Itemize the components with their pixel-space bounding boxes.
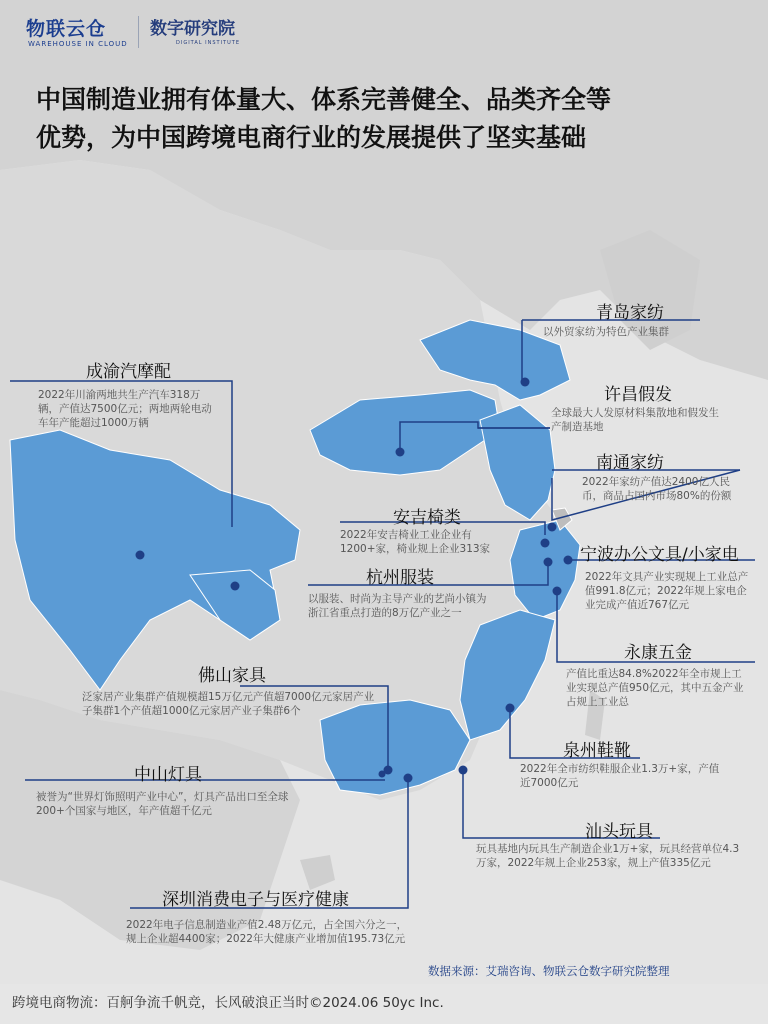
marker-qingdao (521, 378, 530, 387)
marker-anji (541, 539, 550, 548)
marker-chengdu (136, 551, 145, 560)
hub-anji-desc: 2022年安吉椅业工业企业有1200+家，椅业规上企业313家 (340, 529, 491, 555)
hub-shenzhen-name: 深圳消费电子与医疗健康 (162, 890, 349, 910)
hub-chengyu-name: 成渝汽摩配 (86, 362, 171, 382)
marker-ningbo (564, 556, 573, 565)
hub-zhongshan-desc: 被誉为“世界灯饰照明产业中心”，灯具产品出口至全球200+个国家与地区，年产值超千亿元 (36, 791, 289, 817)
marker-shenzhen (404, 774, 413, 783)
hub-hangzhou-desc: 以服装、时尚为主导产业的艺尚小镇为浙江省重点打造的8万亿产业之一 (308, 593, 487, 619)
hub-yongkang-name: 永康五金 (624, 643, 692, 663)
marker-hangzhou (544, 558, 553, 567)
hub-qingdao-desc: 以外贸家纺为特色产业集群 (543, 326, 669, 338)
hub-shenzhen-desc: 2022年电子信息制造业产值2.48万亿元，占全国六分之一，规上企业超4400家；2022年大健康产业增加值195.73亿元 (126, 919, 408, 945)
hub-yongkang-desc: 产值比重达84.8%2022年全市规上工业实现总产值950亿元，其中五金产业占规上工业总 (566, 668, 744, 708)
hub-xuchang-name: 许昌假发 (604, 385, 672, 405)
marker-shantou (459, 766, 468, 775)
hub-anji-name: 安吉椅类 (393, 508, 461, 528)
marker-xuchang (396, 448, 405, 457)
logo-divider (138, 16, 139, 48)
hub-shantou-name: 汕头玩具 (585, 822, 653, 842)
marker-chongqing (231, 582, 240, 591)
wulianyuncang-logo: 物联云仓 (26, 18, 107, 40)
partner-tagline: DIGITAL INSTITUTE (176, 40, 240, 46)
marker-zhongshan (379, 771, 386, 778)
page-title-line2: 优势，为中国跨境电商行业的发展提供了坚实基础 (36, 123, 587, 152)
page-title-line1: 中国制造业拥有体量大、体系完善健全、品类齐全等 (36, 85, 612, 114)
hub-shantou-desc: 玩具基地内玩具生产制造企业1万+家，玩具经营单位4.3万家，2022年规上企业253家，规上产值335亿元 (476, 843, 740, 869)
hub-quanzhou-name: 泉州鞋靴 (563, 741, 631, 761)
hub-foshan-desc: 泛家居产业集群产值规模超15万亿元产值超7000亿元家居产业子集群1个产值超1000亿元家居产业子集群6个 (82, 691, 375, 717)
digital-institute-logo: 数字研究院 (150, 19, 235, 39)
hub-nantong-name: 南通家纺 (596, 453, 664, 473)
hub-quanzhou-desc: 2022年全市纺织鞋服企业1.3万+家，产值近7000亿元 (520, 763, 720, 789)
marker-nantong (548, 523, 557, 532)
data-source-note: 数据来源：艾瑞咨询、物联云仓数字研究院整理 (428, 964, 670, 978)
marker-quanzhou (506, 704, 515, 713)
footer-text: 跨境电商物流：百舸争流千帆竞，长风破浪正当时©2024.06 50yc Inc. (12, 995, 444, 1011)
hub-chengyu-desc: 2022年川渝两地共生产汽车318万辆，产值达7500亿元；两地两轮电动车年产能超过1000万辆 (38, 389, 212, 429)
logo-tagline: WAREHOUSE IN CLOUD (28, 40, 128, 48)
hub-xuchang-desc: 全球最大人发原材料集散地和假发生产制造基地 (551, 407, 719, 433)
hub-hangzhou-name: 杭州服装 (366, 568, 434, 588)
hub-ningbo-name: 宁波办公文具/小家电 (580, 545, 739, 565)
hub-zhongshan-name: 中山灯具 (134, 765, 202, 785)
marker-yongkang (553, 587, 562, 596)
hub-qingdao-name: 青岛家纺 (596, 303, 664, 323)
hub-foshan-name: 佛山家具 (198, 666, 266, 686)
hub-nantong-desc: 2022年家纺产值达2400亿人民币，商品占国内市场80%的份额 (582, 476, 732, 502)
hub-ningbo-desc: 2022年文具产业实现规上工业总产值991.8亿元；2022年规上家电企业完成产值近767亿元 (585, 571, 749, 611)
